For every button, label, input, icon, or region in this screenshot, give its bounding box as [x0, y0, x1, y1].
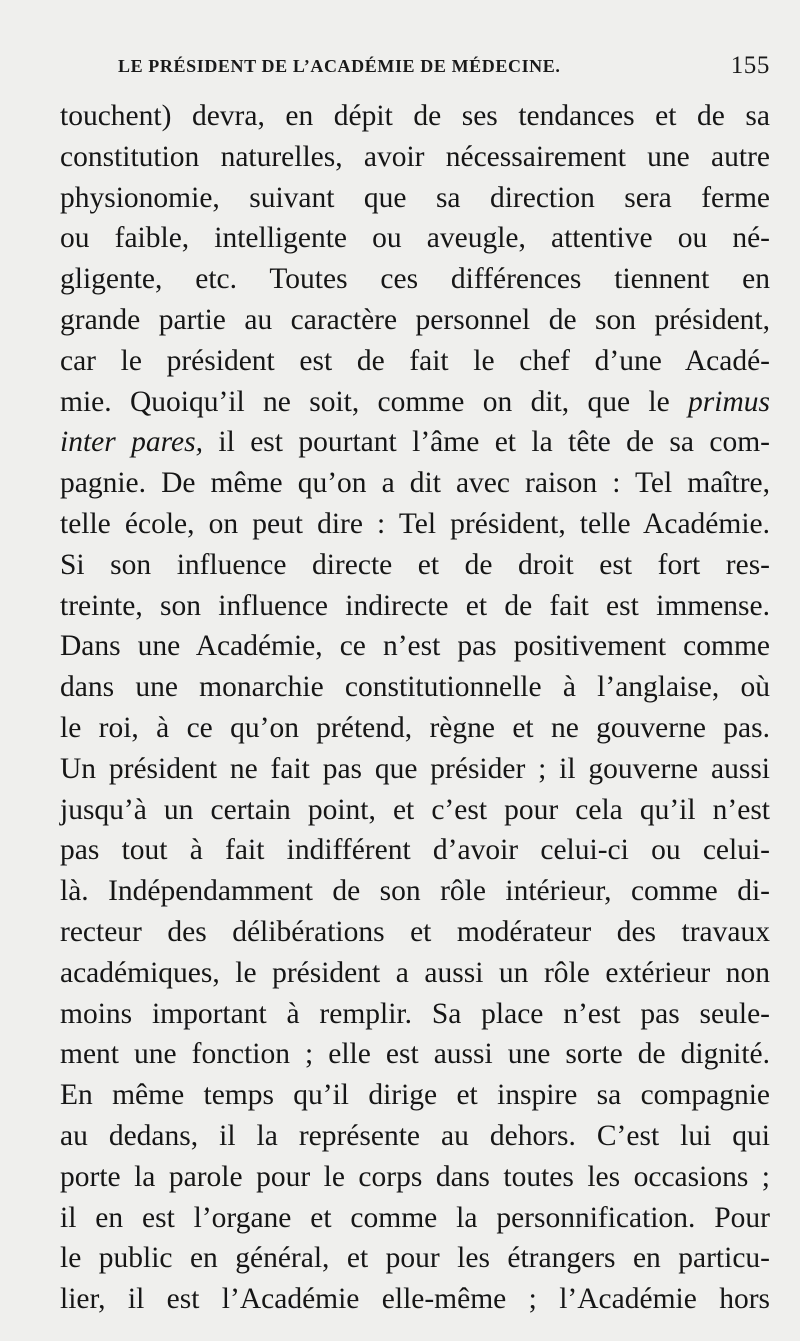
- text-line: lier, il est l’Académie elle-même ; l’Académie hors: [60, 1283, 770, 1316]
- text-line: Un président ne fait pas que présider ; il gouverne aussi: [60, 752, 770, 785]
- text-line: grande partie au caractère personnel de son président,: [60, 303, 770, 336]
- text-line: pas tout à fait indifférent d’avoir celui-ci ou celui-: [60, 834, 770, 867]
- text-line: dans une monarchie constitutionnelle à l’anglaise, où: [60, 671, 770, 704]
- text-line: porte la parole pour le corps dans toutes les occasions ;: [60, 1160, 770, 1193]
- text-line: ou faible, intelligente ou aveugle, attentive ou né-: [60, 222, 770, 255]
- text-line: recteur des délibérations et modérateur des travaux: [60, 915, 770, 948]
- text-line: telle école, on peut dire : Tel président, telle Académie.: [60, 507, 770, 540]
- body-text: [60, 96, 770, 1320]
- text-line: En même temps qu’il dirige et inspire sa compagnie: [60, 1079, 770, 1112]
- text-line: gligente, etc. Toutes ces différences tiennent en: [60, 263, 770, 296]
- text-line: ment une fonction ; elle est aussi une sorte de dignité.: [60, 1038, 770, 1071]
- text-line: touchent) devra, en dépit de ses tendances et de sa: [60, 100, 770, 132]
- text-line: mie. Quoiqu’il ne soit, comme on dit, que le primus: [60, 385, 770, 418]
- text-line: au dedans, il la représente au dehors. C’est lui qui: [60, 1119, 770, 1152]
- text-line: inter pares, il est pourtant l’âme et la tête de sa com-: [60, 426, 770, 459]
- text-line: académiques, le président a aussi un rôle extérieur non: [60, 956, 770, 989]
- running-head: [118, 52, 770, 82]
- text-line: là. Indépendamment de son rôle intérieur, comme di-: [60, 875, 770, 908]
- text-line: pagnie. De même qu’on a dit avec raison : Tel maître,: [60, 467, 770, 500]
- text-line: le public en général, et pour les étrangers en particu-: [60, 1242, 770, 1275]
- text-line: jusqu’à un certain point, et c’est pour cela qu’il n’est: [60, 793, 770, 826]
- text-line: physionomie, suivant que sa direction sera ferme: [60, 181, 770, 214]
- text-line: Dans une Académie, ce n’est pas positivement comme: [60, 630, 770, 663]
- text-line: car le président est de fait le chef d’une Acadé-: [60, 344, 770, 377]
- text-line: le roi, à ce qu’on prétend, règne et ne gouverne pas.: [60, 711, 770, 744]
- text-line: Si son influence directe et de droit est fort res-: [60, 548, 770, 581]
- italic-phrase: inter pares,: [60, 426, 203, 459]
- text-line: treinte, son influence indirecte et de fait est immense.: [60, 589, 770, 622]
- text-line: moins important à remplir. Sa place n’est pas seule-: [60, 997, 770, 1030]
- running-head-title: LE PRÉSIDENT DE L’ACADÉMIE DE MÉDECINE.: [118, 56, 561, 76]
- text-line: constitution naturelles, avoir nécessairement une autre: [60, 140, 770, 173]
- italic-phrase: primus: [688, 385, 770, 418]
- text-line: il en est l’organe et comme la personnification. Pour: [60, 1201, 770, 1234]
- page-number: 155: [730, 52, 770, 79]
